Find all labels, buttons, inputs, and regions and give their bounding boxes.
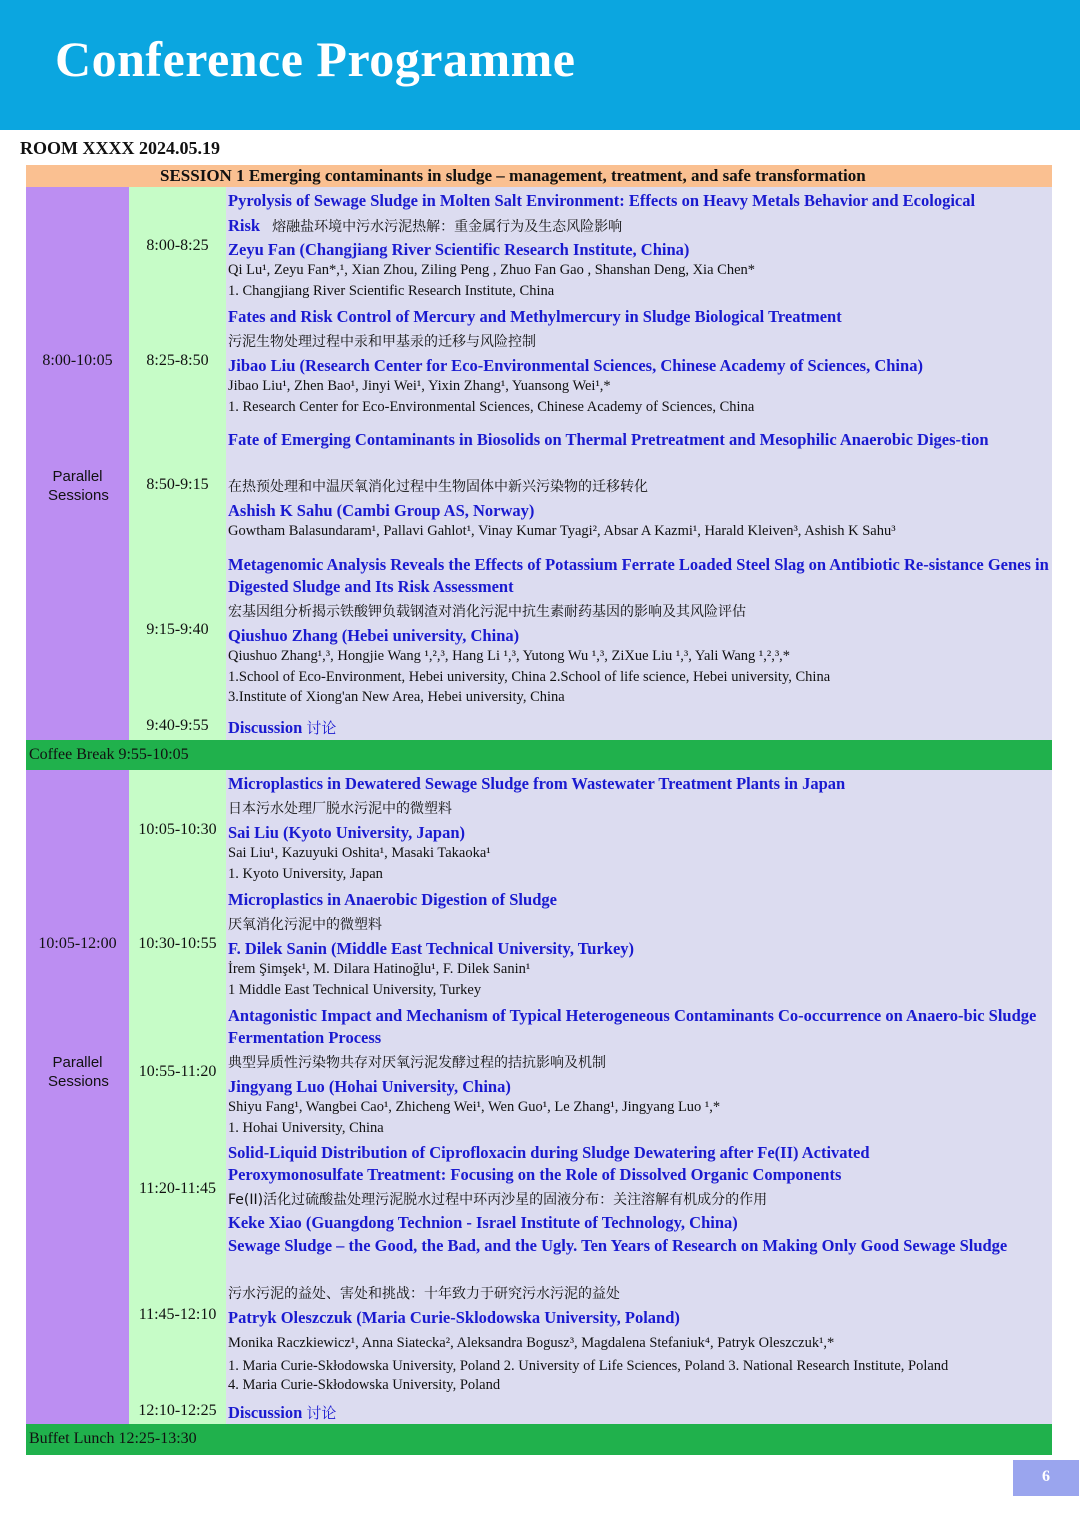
talk-authors: Sai Liu¹, Kazuyuki Oshita¹, Masaki Takaoka¹ <box>228 845 491 861</box>
block-1-label: Parallel Sessions <box>48 468 109 504</box>
talk-affiliation: 1. Maria Curie-Skłodowska University, Poland 2. University of Life Sciences, Poland 3. National Research Institute, Poland <box>228 1358 949 1374</box>
coffee-break-label: Coffee Break 9:55-10:05 <box>29 746 189 763</box>
talk-speaker: F. Dilek Sanin (Middle East Technical University, Turkey) <box>228 939 635 958</box>
page-title: Conference Programme <box>55 31 576 87</box>
talk-title: Pyrolysis of Sewage Sludge in Molten Salt Environment: Effects on Heavy Metals Behavior and Ecological <box>228 191 976 210</box>
talk-speaker: Qiushuo Zhang (Hebei university, China) <box>228 626 520 645</box>
block-1-slot-column <box>129 187 226 740</box>
discussion-text-cn: 讨论 <box>306 719 337 737</box>
talk-time: 10:05-10:30 <box>138 821 217 838</box>
talk-title: Microplastics in Dewatered Sewage Sludge from Wastewater Treatment Plants in Japan <box>228 774 846 793</box>
talk-title-cn: 典型异质性污染物共存对厌氧污泥发酵过程的拮抗影响及机制 <box>228 1055 606 1071</box>
talk-title: Fate of Emerging Contaminants in Biosolids on Thermal Pretreatment and Mesophilic Anaerobic Diges-tion <box>228 430 989 449</box>
block-2-label: Parallel Sessions <box>48 1054 109 1090</box>
talk-time: 8:25-8:50 <box>146 352 209 369</box>
talk-title-cn: Fe(II)活化过硫酸盐处理污泥脱水过程中环丙沙星的固液分布：关注溶解有机成分的作用 <box>228 1192 768 1208</box>
room-date: ROOM XXXX 2024.05.19 <box>20 138 220 158</box>
talk-title-cn: 宏基因组分析揭示铁酸钾负载钢渣对消化污泥中抗生素耐药基因的影响及其风险评估 <box>228 604 746 620</box>
block-2-slot-column <box>129 770 226 1424</box>
discussion-label <box>228 717 1050 738</box>
talk-affiliation: 1. Changjiang River Scientific Research Institute, China <box>228 283 555 299</box>
talk-title: Antagonistic Impact and Mechanism of Typical Heterogeneous Contaminants Co-occurrence on Anaero-bic Sludge Fermentation Process <box>228 1006 1037 1047</box>
talk-title-cn: 在热预处理和中温厌氧消化过程中生物固体中新兴污染物的迁移转化 <box>228 479 648 495</box>
talk-title-continued: Risk <box>228 216 261 235</box>
talk-title-cn: 污水污泥的益处、害处和挑战：十年致力于研究污水污泥的益处 <box>228 1286 620 1302</box>
talk-time: 11:20-11:45 <box>138 1180 217 1197</box>
talk-time: 12:10-12:25 <box>138 1402 217 1419</box>
talk-affiliation: 3.Institute of Xiong'an New Area, Hebei university, China <box>228 689 565 705</box>
talk-time: 8:00-8:25 <box>146 237 209 254</box>
talk-speaker: Jibao Liu (Research Center for Eco-Environmental Sciences, Chinese Academy of Sciences, China) <box>228 356 923 375</box>
talk-title-cn: 厌氧消化污泥中的微塑料 <box>228 917 382 933</box>
talk-authors: Shiyu Fang¹, Wangbei Cao¹, Zhicheng Wei¹, Wen Guo¹, Le Zhang¹, Jingyang Luo ¹,* <box>228 1099 721 1115</box>
discussion-label <box>228 1402 1050 1423</box>
talk-speaker: Sai Liu (Kyoto University, Japan) <box>228 823 465 842</box>
talk-title: Sewage Sludge – the Good, the Bad, and the Ugly. Ten Years of Research on Making Only Good Sewage Sludge <box>228 1236 1008 1255</box>
talk-title-cn: 日本污水处理厂脱水污泥中的微塑料 <box>228 801 452 817</box>
talk-speaker: Keke Xiao (Guangdong Technion - Israel Institute of Technology, China) <box>228 1213 738 1232</box>
talk-title-cn: 熔融盐环境中污水污泥热解：重金属行为及生态风险影响 <box>272 219 623 235</box>
page-number: 6 <box>1042 1468 1050 1485</box>
session-title: SESSION 1 Emerging contaminants in sludge – management, treatment, and safe transformation <box>160 166 866 185</box>
talk-affiliation: 4. Maria Curie-Skłodowska University, Poland <box>228 1377 501 1393</box>
talk-authors: İrem Şimşek¹, M. Dilara Hatinoğlu¹, F. Dilek Sanin¹ <box>228 961 531 977</box>
talk-authors: Monika Raczkiewicz¹, Anna Siatecka², Aleksandra Bogusz³, Magdalena Stefaniuk⁴, Patryk Oleszczuk¹,* <box>228 1335 835 1351</box>
talk-speaker: Zeyu Fan (Changjiang River Scientific Research Institute, China) <box>228 240 690 259</box>
talk-title-line <box>228 215 1050 237</box>
talk-time: 9:40-9:55 <box>146 717 209 734</box>
header-banner <box>0 0 1080 130</box>
discussion-text-cn: 讨论 <box>306 1404 337 1422</box>
talk-affiliation: 1. Research Center for Eco-Environmental Sciences, Chinese Academy of Sciences, China <box>228 399 755 415</box>
talk-title: Microplastics in Anaerobic Digestion of Sludge <box>228 890 557 909</box>
talk-title-cn: 污泥生物处理过程中汞和甲基汞的迁移与风险控制 <box>228 334 536 350</box>
talk-affiliation: 1. Hohai University, China <box>228 1120 384 1136</box>
talk-affiliation: 1.School of Eco-Environment, Hebei university, China 2.School of life science, Hebei university, China <box>228 669 831 685</box>
block-1-time-range: 8:00-10:05 <box>42 352 113 369</box>
talk-time: 10:30-10:55 <box>138 935 217 952</box>
talk-speaker: Jingyang Luo (Hohai University, China) <box>228 1077 511 1096</box>
talk-affiliation: 1. Kyoto University, Japan <box>228 866 383 882</box>
talk-title: Fates and Risk Control of Mercury and Methylmercury in Sludge Biological Treatment <box>228 307 842 326</box>
talk-time: 9:15-9:40 <box>146 621 209 638</box>
talk-time: 10:55-11:20 <box>138 1063 217 1080</box>
talk-time: 11:45-12:10 <box>138 1306 217 1323</box>
talk-affiliation: 1 Middle East Technical University, Turkey <box>228 982 482 998</box>
block-2-time-range: 10:05-12:00 <box>38 935 117 952</box>
talk-authors: Gowtham Balasundaram¹, Pallavi Gahlot¹, Vinay Kumar Tyagi², Absar A Kazmi¹, Harald Kleiven³, Ashish K Sahu³ <box>228 523 896 539</box>
lunch-break-label: Buffet Lunch 12:25-13:30 <box>29 1430 197 1447</box>
block-2-time-column <box>26 770 129 1424</box>
discussion-text: Discussion <box>228 1403 303 1422</box>
talk-authors: Qiushuo Zhang¹,³, Hongjie Wang ¹,²,³, Hang Li ¹,³, Yutong Wu ¹,³, ZiXue Liu ¹,³, Yali Wang ¹,²,³,* <box>228 648 791 664</box>
talk-title: Solid-Liquid Distribution of Ciprofloxacin during Sludge Dewatering after Fe(II) Activated <box>228 1143 870 1162</box>
talk-speaker: Patryk Oleszczuk (Maria Curie-Sklodowska University, Poland) <box>228 1308 680 1327</box>
discussion-text: Discussion <box>228 718 303 737</box>
talk-speaker: Ashish K Sahu (Cambi Group AS, Norway) <box>228 501 535 520</box>
talk-authors: Jibao Liu¹, Zhen Bao¹, Jinyi Wei¹, Yixin Zhang¹, Yuansong Wei¹,* <box>228 378 611 394</box>
talk-authors: Qi Lu¹, Zeyu Fan*,¹, Xian Zhou, Ziling Peng , Zhuo Fan Gao , Shanshan Deng, Xia Chen* <box>228 262 755 278</box>
talk-title-continued: Peroxymonosulfate Treatment: Focusing on the Role of Dissolved Organic Components <box>228 1165 842 1184</box>
talk-time: 8:50-9:15 <box>146 476 209 493</box>
talk-title: Metagenomic Analysis Reveals the Effects of Potassium Ferrate Loaded Steel Slag on Antibiotic Re-sistance Genes in Digested Sludge and Its Risk Assessment <box>228 555 1049 596</box>
block-1-time-column <box>26 187 129 740</box>
